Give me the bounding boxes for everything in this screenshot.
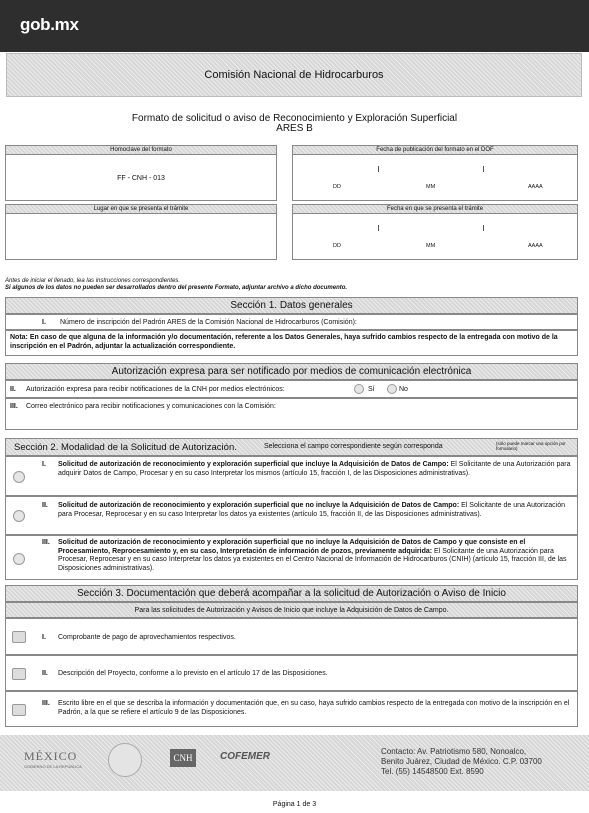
item-text: Número de inscripción del Padrón ARES de la Comisión Nacional de Hidrocarburos (Comisión): xyxy=(60,319,357,326)
item-detail-text: El Solicitante de una Autorización para Procesar, Reprocesar y en su caso Interpretar los datos ya existentes en el Centro Nacional de Información de Hidrocarburos (CNIH) (artículo 15, fracción III, de las Disposiciones administrativas). xyxy=(58,547,567,572)
date-separator xyxy=(378,166,379,172)
section3-item-3[interactable] xyxy=(5,691,578,727)
homoclave-label: Homoclave del formato xyxy=(6,146,276,155)
no-label: No xyxy=(399,386,408,393)
item-number: I. xyxy=(42,634,46,641)
autorizacion-item2-row xyxy=(5,380,578,398)
fecha-presentacion-label: Fecha en que se presenta el trámite xyxy=(293,205,577,214)
mexico-logo-text: MÉXICO xyxy=(24,749,78,763)
fecha-dof-label: Fecha de publicación del formato en el DOF xyxy=(293,146,577,155)
seal-icon xyxy=(108,743,142,777)
contact-block xyxy=(381,747,542,777)
section2-header xyxy=(5,438,578,456)
item-number: III. xyxy=(10,403,18,410)
homoclave-value: FF - CNH - 013 xyxy=(117,175,165,182)
item-text: Autorización expresa para recibir notificaciones de la CNH por medios electrónicos: xyxy=(26,386,285,393)
cnh-logo: CNH xyxy=(170,749,196,767)
autorizacion-item3-row[interactable] xyxy=(5,398,578,430)
cofemer-logo: COFEMER xyxy=(220,751,270,762)
item-1-checkbox[interactable] xyxy=(12,631,26,643)
instructions-notes xyxy=(5,278,347,292)
section2-option-1[interactable] xyxy=(5,456,578,496)
section3-header xyxy=(5,585,578,602)
section3-item-1[interactable] xyxy=(5,618,578,655)
dd-label: DD xyxy=(333,184,341,190)
aaaa-label: AAAA xyxy=(528,243,543,249)
note-line-1: Antes de iniciar el llenado, lea las instrucciones correspondientes. xyxy=(5,278,181,284)
contact-line-2: Benito Juárez, Ciudad de México. C.P. 03700 xyxy=(381,757,542,766)
date-separator xyxy=(483,166,484,172)
no-radio[interactable] xyxy=(387,384,397,394)
footer xyxy=(0,735,589,791)
item-bold-text: Solicitud de autorización de reconocimiento y exploración superficial que no incluye la Adquisición de Datos de Campo: xyxy=(58,502,460,509)
section1-title: Sección 1. Datos generales xyxy=(230,300,353,311)
date-separator xyxy=(378,225,379,231)
autorizacion-title: Autorización expresa para ser notificado por medios de comunicación electrónica xyxy=(111,366,472,377)
item-number: III. xyxy=(42,700,50,707)
mexico-logo xyxy=(24,749,82,769)
note-line-2: Si algunos de los datos no pueden ser desarrollados dentro del presente Formato, adjuntar archivo a dicho documento. xyxy=(5,285,348,291)
section1-note: Nota: En caso de que alguna de la información y/o documentación, referente a los Datos Generales, haya sufrido cambios respecto de la entregada con motivo de la inscripción en el Padrón, adjuntar la actualización correspondiente. xyxy=(10,334,558,350)
section2-option-3[interactable] xyxy=(5,535,578,580)
item-text: Descripción del Proyecto, conforme a lo previsto en el artículo 17 de las Disposiciones. xyxy=(58,670,328,677)
item-text xyxy=(58,461,578,478)
section2-small-note: (sólo puede marcar una opción por formulario) xyxy=(496,441,566,451)
item-text: Escrito libre en el que se describa la información y documentación que, en su caso, haya sufrido cambios respecto de la entregada con motivo de la inscripción en el Padrón, a la que se refiere el artículo 9 de las Disposiciones. xyxy=(58,700,570,716)
gob-mx-logo: gob.mx xyxy=(20,15,79,34)
section1-note-row xyxy=(5,330,578,356)
si-radio[interactable] xyxy=(354,384,364,394)
contact-line-3: Tel. (55) 14548500 Ext. 8590 xyxy=(381,767,484,776)
section3-item-2[interactable] xyxy=(5,655,578,691)
section2-option-2[interactable] xyxy=(5,496,578,535)
item-bold-text: Solicitud de autorización de reconocimiento y exploración superficial que incluye la Adquisición de Datos de Campo: xyxy=(58,461,449,468)
mm-label: MM xyxy=(426,243,436,249)
option-3-radio[interactable] xyxy=(13,553,25,565)
item-text xyxy=(58,502,578,519)
option-1-radio[interactable] xyxy=(13,471,25,483)
lugar-box[interactable] xyxy=(5,204,277,260)
mm-label: MM xyxy=(426,184,436,190)
item-text: Comprobante de pago de aprovechamientos respectivos. xyxy=(58,634,236,641)
item-detail-text: El Solicitante de una Autorización para Procesar, Reprocesar y en su caso Interpretar los datos ya existentes (artículo 15, fracción II, de las Disposiciones administrativas). xyxy=(58,502,566,518)
item-number: II. xyxy=(42,502,48,509)
section2-instruction: Selecciona el campo correspondiente según corresponda xyxy=(264,443,443,450)
form-subtitle: ARES B xyxy=(276,123,313,134)
fecha-dof-box xyxy=(292,145,578,201)
section1-header xyxy=(5,297,578,314)
top-bar xyxy=(0,0,589,52)
autorizacion-header xyxy=(5,363,578,380)
item-number: I. xyxy=(42,319,46,326)
si-label: Sí xyxy=(368,386,375,393)
item-number: I. xyxy=(42,461,46,468)
option-2-radio[interactable] xyxy=(13,510,25,522)
item-detail-text: El Solicitante de una Autorización para adquirir Datos de Campo, Procesar y en su caso Interpretar los mismos (artículo 15, fracción I, de las Disposiciones administrativas). xyxy=(58,461,571,477)
item-3-checkbox[interactable] xyxy=(12,704,26,716)
item-text xyxy=(58,539,578,573)
aaaa-label: AAAA xyxy=(528,184,543,190)
section3-title: Sección 3. Documentación que deberá acompañar a la solicitud de Autorización o Aviso de Inicio xyxy=(77,588,506,599)
agency-name: Comisión Nacional de Hidrocarburos xyxy=(204,69,384,81)
date-separator xyxy=(483,225,484,231)
page-number: Página 1 de 3 xyxy=(272,801,317,808)
contact-line-1: Contacto: Av. Patriotismo 580, Nonoalco, xyxy=(381,747,527,756)
homoclave-box xyxy=(5,145,277,201)
section3-subtitle: Para las solicitudes de Autorización y Avisos de Inicio que incluye la Adquisición de Datos de Campo. xyxy=(134,606,449,614)
lugar-label: Lugar en que se presenta el trámite xyxy=(6,205,276,214)
agency-banner xyxy=(6,53,582,97)
form-title-block xyxy=(0,114,589,134)
form-title: Formato de solicitud o aviso de Reconocimiento y Exploración Superficial xyxy=(131,113,458,124)
item-number: II. xyxy=(10,386,16,393)
item-bold-text: Solicitud de autorización de reconocimiento y exploración superficial que no incluye la Adquisición de Datos de Campo y que consiste en el Procesamiento, Reprocesamiento y, en su caso, Interpretación de información de pozos, previamente adquirida: xyxy=(58,539,526,555)
mexico-logo-sub: GOBIERNO DE LA REPÚBLICA xyxy=(24,764,82,769)
section1-item1-row[interactable] xyxy=(5,314,578,330)
item-number: III. xyxy=(42,539,50,546)
item-number: II. xyxy=(42,670,48,677)
section3-subheader xyxy=(5,602,578,618)
item-text: Correo electrónico para recibir notificaciones y comunicaciones con la Comisión: xyxy=(26,403,276,410)
dd-label: DD xyxy=(333,243,341,249)
section2-title: Sección 2. Modalidad de la Solicitud de Autorización. xyxy=(14,442,237,453)
item-2-checkbox[interactable] xyxy=(12,668,26,680)
fecha-presentacion-box[interactable] xyxy=(292,204,578,260)
